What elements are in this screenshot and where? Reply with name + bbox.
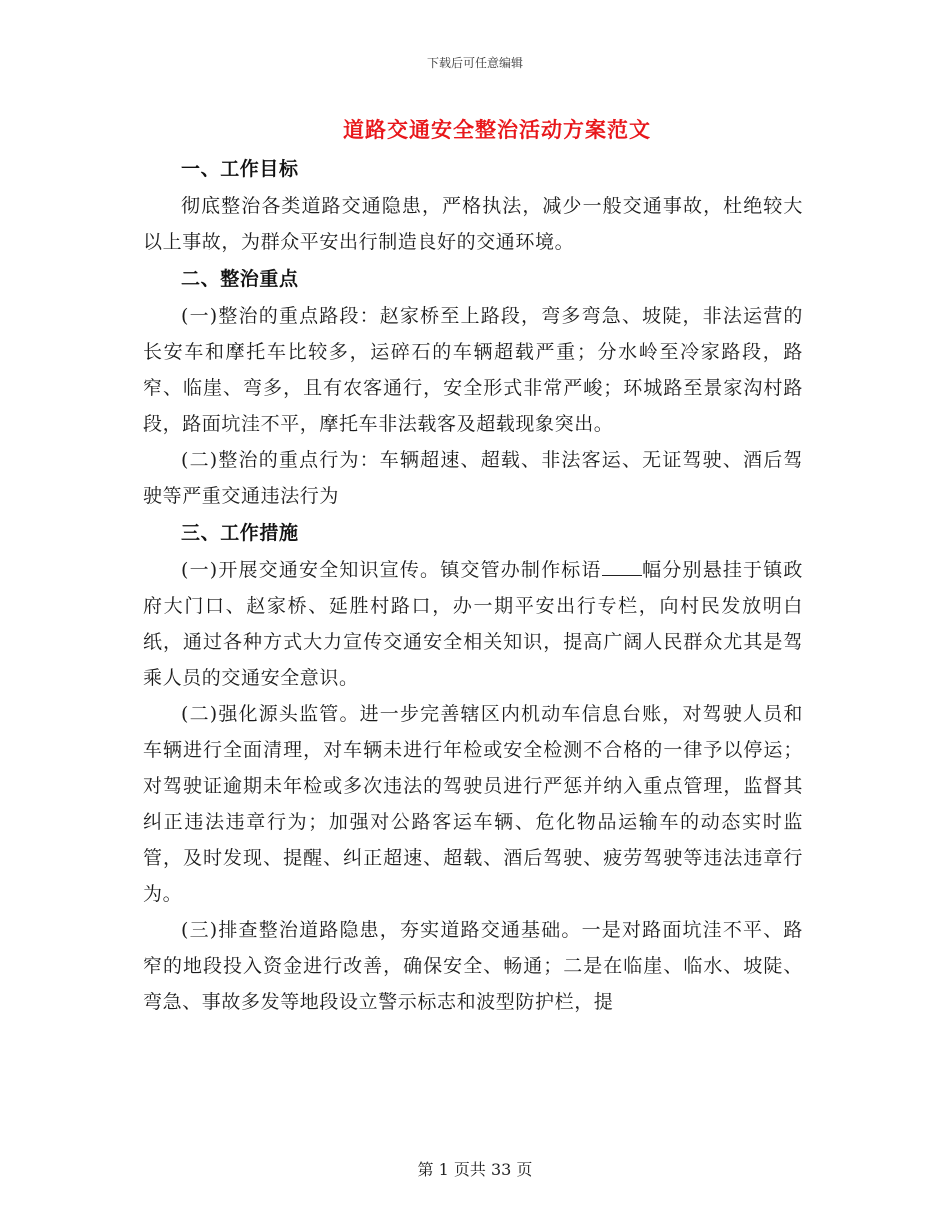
document-title: 道路交通安全整治活动方案范文 (343, 117, 651, 142)
document-body (143, 150, 803, 1020)
paragraph-measure-hazards: (三)排查整治道路隐患，夯实道路交通基础。一是对路面坑洼不平、路窄的地段投入资金进行改善，确保安全、畅通；二是在临崖、临水、坡陡、弯急、事故多发等地段设立警示标志和波型防护栏，提 (143, 919, 803, 1013)
section-heading-measures: 三、工作措施 (181, 522, 299, 544)
paragraph-goals: 彻底整治各类道路交通隐患，严格执法，减少一般交通事故，杜绝较大以上事故，为群众平安出行制造良好的交通环境。 (143, 195, 803, 253)
section-heading-goals: 一、工作目标 (181, 158, 299, 180)
page-number-footer: 第 1 页共 33 页 (417, 1160, 533, 1179)
section-heading-focus: 二、整治重点 (181, 268, 299, 290)
paragraph-focus-roads: (一)整治的重点路段：赵家桥至上路段，弯多弯急、坡陡，非法运营的长安车和摩托车比较多，运碎石的车辆超载严重；分水岭至冷家路段，路窄、临崖、弯多，且有农客通行，安全形式非常严峻；环城路至景家沟村路段，路面坑洼不平，摩托车非法载客及超载现象突出。 (143, 305, 803, 435)
paragraph-measure-supervision: (二)强化源头监管。进一步完善辖区内机动车信息台账，对驾驶人员和车辆进行全面清理，对车辆未进行年检或安全检测不合格的一律予以停运；对驾驶证逾期未年检或多次违法的驾驶员进行严惩并纳入重点管理，监督其纠正违法违章行为；加强对公路客运车辆、危化物品运输车的动态实时监管，及时发现、提醒、纠正超速、超载、酒后驾驶、疲劳驾驶等违法违章行为。 (143, 703, 803, 905)
paragraph-focus-behaviors: (二)整治的重点行为：车辆超速、超载、非法客运、无证驾驶、酒后驾驶等严重交通违法行为 (143, 449, 803, 507)
publicity-text-before-blank: (一)开展交通安全知识宣传。镇交管办制作标语 (181, 559, 602, 581)
publicity-text-after-blank: 幅分别悬挂于镇政府大门口、赵家桥、延胜村路口，办一期平安出行专栏，向村民发放明白纸，通过各种方式大力宣传交通安全相关知识，提高广阔人民群众尤其是驾乘人员的交通安全意识。 (143, 559, 803, 689)
fill-in-blank (602, 557, 642, 576)
paragraph-measure-publicity (143, 552, 803, 696)
header-note: 下载后可任意编辑 (426, 56, 523, 70)
